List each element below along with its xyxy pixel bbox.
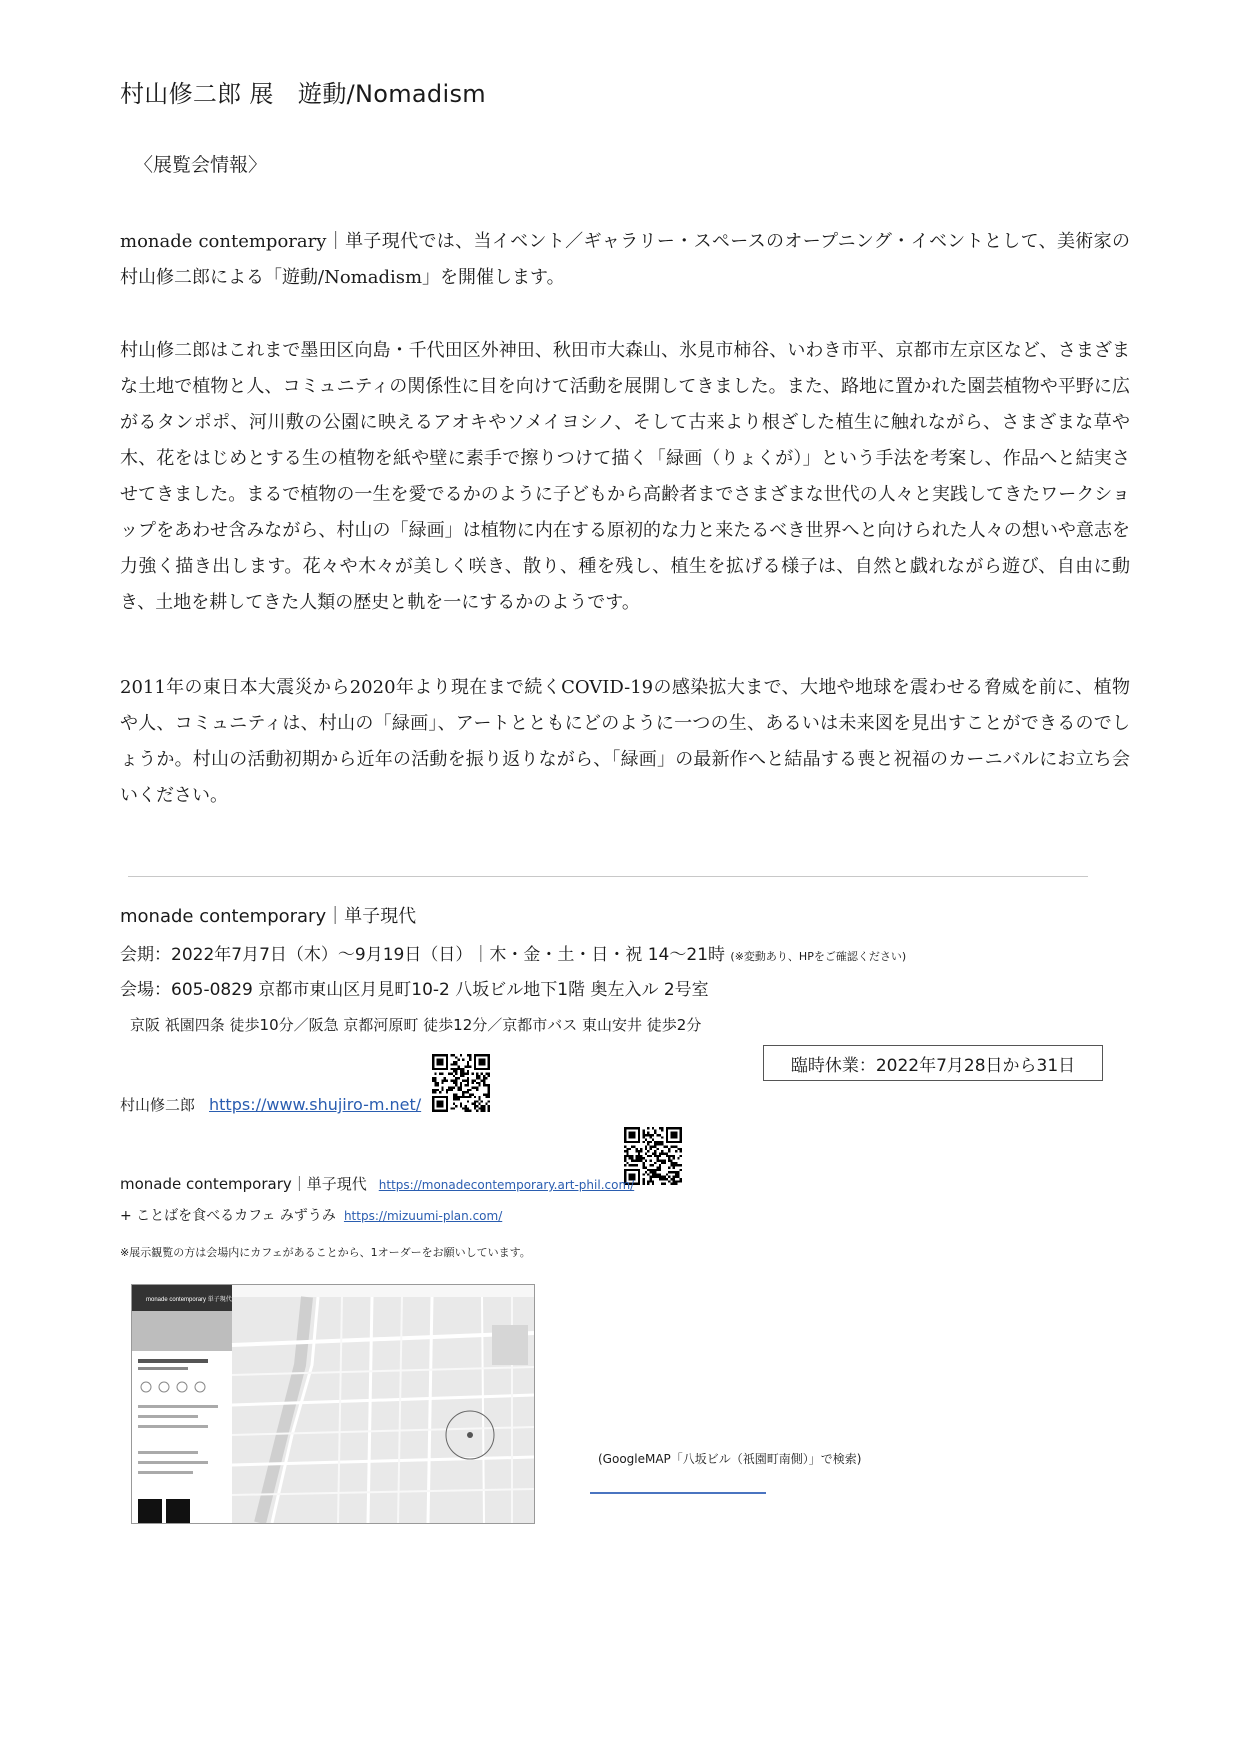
intro-paragraph: monade contemporary｜単子現代では、当イベント／ギャラリー・スペースのオープニング・イベントとして、美術家の村山修二郎による「遊動/Nomadism」を開催します。 xyxy=(120,231,1130,288)
map-panel-title: monade contemporary 単子現代 xyxy=(146,1297,232,1303)
map-screenshot xyxy=(131,1284,535,1524)
monade-name: monade contemporary｜単子現代 xyxy=(120,1175,367,1193)
cafe-name: + ことばを食べるカフェ みずうみ xyxy=(120,1208,336,1224)
map-image xyxy=(132,1285,534,1523)
period-note: (※変動あり、HPをご確認ください) xyxy=(730,950,907,963)
artist-name: 村山修二郎 xyxy=(120,1096,196,1114)
cafe-link-row xyxy=(120,1205,502,1225)
monade-link-row xyxy=(120,1173,634,1194)
period-text: 会期：2022年7月7日（木）〜9月19日（日）｜木・金・土・日・祝 14〜21時 xyxy=(120,945,726,965)
order-note: ※展示観覧の方は会場内にカフェがあることから、1オーダーをお願いしています。 xyxy=(120,1246,531,1259)
venue-name: monade contemporary｜単子現代 xyxy=(120,906,417,927)
artist-link-row xyxy=(120,1094,421,1115)
section-heading: 〈展覧会情報〉 xyxy=(134,154,268,176)
artist-website-link[interactable]: https://www.shujiro-m.net/ xyxy=(209,1095,422,1114)
closing-paragraph: 2011年の東日本大震災から2020年より現在まで続くCOVID-19の感染拡大まで、大地や地球を震わせる脅威を前に、植物や人、コミュニティは、村山の「緑画」、アートとともにどのように一つの生、あるいは未来図を見出すことができるのでしょうか。村山の活動初期から近年の活動を振り返りながら、「緑画」の最新作へと結晶する喪と祝福のカーニバルにお立ち会いください。 xyxy=(120,677,1130,806)
artist-qr-code xyxy=(432,1054,490,1112)
artist-paragraph: 村山修二郎はこれまで墨田区向島・千代田区外神田、秋田市大森山、氷見市柿谷、いわき市平、京都市左京区など、さまざまな土地で植物と人、コミュニティの関係性に目を向けて活動を展開してきました。また、路地に置かれた園芸植物や平野に広がるタンポポ、河川敷の公園に映えるアオキやソメイヨシノ、そして古来より根ざした植生に触れながら、さまざまな草や木、花をはじめとする生の植物を紙や壁に素手で擦りつけて描く「緑画（りょくが）」という手法を考案し、作品へと結実させてきました。まるで植物の一生を愛でるかのように子どもから高齢者までさまざまな世代の人々と実践してきたワークショップをあわせ含みながら、村山の「緑画」は植物に内在する原初的な力と来たるべき世界へと向けられた人々の想いや意志を力強く描き出します。花々や木々が美しく咲き、散り、種を残し、植生を拡げる様子は、自然と戯れながら遊び、自由に動き、土地を耕してきた人類の歴史と軌を一にするかのようです。 xyxy=(120,340,1130,613)
cafe-website-link[interactable]: https://mizuumi-plan.com/ xyxy=(343,1209,503,1223)
map-link-underline[interactable] xyxy=(590,1492,766,1494)
map-caption: (GoogleMAP「八坂ビル（祇園町南側）」で検索) xyxy=(598,1452,862,1466)
divider xyxy=(128,876,1088,877)
venue-address: 会場：605-0829 京都市東山区月見町10-2 八坂ビル地下1階 奥左入ル 2号室 xyxy=(120,980,709,1000)
closure-notice: 臨時休業：2022年7月28日から31日 xyxy=(763,1045,1103,1081)
page-title: 村山修二郎 展 遊動/Nomadism xyxy=(120,80,486,108)
monade-website-link[interactable]: https://monadecontemporary.art-phil.com/ xyxy=(378,1178,635,1192)
exhibition-period xyxy=(120,940,906,965)
access-directions: 京阪 祇園四条 徒歩10分／阪急 京都河原町 徒歩12分／京都市バス 東山安井 徒歩2分 xyxy=(130,1016,702,1034)
